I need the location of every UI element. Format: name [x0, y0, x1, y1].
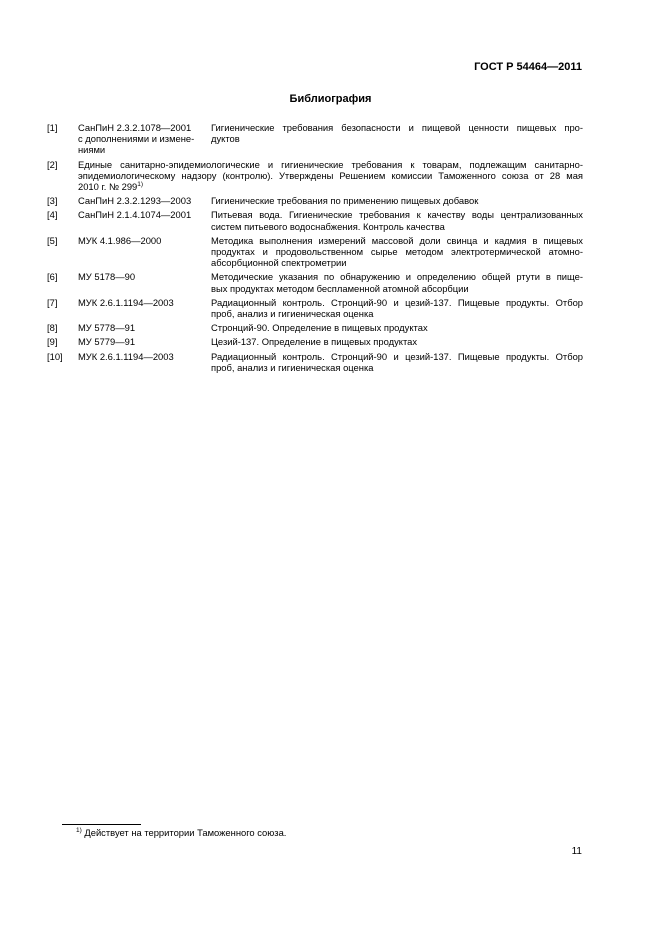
entry-description: Методика выполнения измерений массовой доли свинца и кадмия в пищевых продуктах и продовольственном сырье методом электротермической атомно- абсорбционной спектрометрии — [211, 234, 583, 269]
entry-number: [9] — [47, 336, 58, 348]
bibliography-entry — [47, 195, 583, 206]
bibliography-entry — [47, 336, 583, 347]
bibliography-entry — [47, 322, 583, 333]
entry-code: СанПиН 2.3.2.1293—2003 — [78, 195, 192, 207]
entry-code: МУ 5778—91 — [78, 322, 136, 334]
entry-code: МУК 2.6.1.1194—2003 — [78, 350, 174, 362]
entry-description: Радиационный контроль. Стронций-90 и цезий-137. Пищевые продукты. Отбор проб, анализ и гигиеническая оценка — [211, 296, 583, 320]
bibliography-entry — [47, 122, 583, 156]
bibliography-entry — [47, 159, 583, 193]
entry-number: [6] — [47, 271, 58, 283]
entry-description: Гигиенические требования безопасности и пищевой ценности пищевых про- дуктов — [211, 122, 583, 145]
entry-number: [2] — [47, 158, 58, 170]
entry-description: Стронций-90. Определение в пищевых продуктах — [211, 322, 428, 334]
bibliography-entry — [47, 297, 583, 319]
footnote-text: Действует на территории Таможенного союза. — [81, 827, 287, 838]
entry-description: Цезий-137. Определение в пищевых продуктах — [211, 336, 418, 348]
bibliography-entry — [47, 271, 583, 293]
entry-code: МУ 5178—90 — [78, 271, 136, 283]
entry-description: Радиационный контроль. Стронций-90 и цезий-137. Пищевые продукты. Отбор проб, анализ и гигиеническая оценка — [211, 350, 583, 373]
page-number: 11 — [571, 846, 582, 857]
entry-code: МУК 2.6.1.1194—2003 — [78, 296, 174, 308]
footnote — [76, 827, 286, 838]
entry-number: [5] — [47, 234, 58, 246]
entry-description: Единые санитарно-эпидемиологические и гигиенические требования к товарам, подлежащим санитарно- эпидемиологическому надзору (контролю). Утверждены Решением комиссии Таможенного союза от 28 мая 2010 г. № 299$^{1)}$ — [78, 158, 583, 193]
entry-number: [4] — [47, 209, 58, 221]
entry-description: Методические указания по обнаружению и определению общей ртути в пище- вых продуктах методом беспламенной атомной абсорбции — [211, 271, 583, 294]
entry-description: Питьевая вода. Гигиенические требования к качеству воды централизованных систем питьевого водоснабжения. Контроль качества — [211, 209, 583, 232]
entry-number: [10] — [47, 350, 63, 362]
footnote-reference: 1) — [137, 181, 144, 189]
entry-code: СанПиН 2.3.2.1078—2001 с дополнениями и измене- ниями — [78, 122, 195, 156]
entry-code: СанПиН 2.1.4.1074—2001 — [78, 209, 192, 221]
entry-code: МУ 5779—91 — [78, 336, 136, 348]
entry-description: Гигиенические требования по применению пищевых добавок — [211, 195, 479, 207]
footnote-divider — [62, 824, 141, 825]
entry-number: [3] — [47, 195, 58, 207]
entry-number: [1] — [47, 122, 58, 133]
page-title: Библиография — [289, 93, 372, 105]
footnote-mark: 1) — [76, 827, 82, 834]
bibliography-entry — [47, 209, 583, 231]
entry-number: [7] — [47, 296, 58, 308]
entry-number: [8] — [47, 322, 58, 334]
bibliography-entry — [47, 235, 583, 269]
bibliography-entry — [47, 351, 583, 373]
bibliography-list — [47, 122, 583, 376]
entry-code: МУК 4.1.986—2000 — [78, 234, 162, 246]
document-code: ГОСТ Р 54464—2011 — [474, 61, 582, 73]
